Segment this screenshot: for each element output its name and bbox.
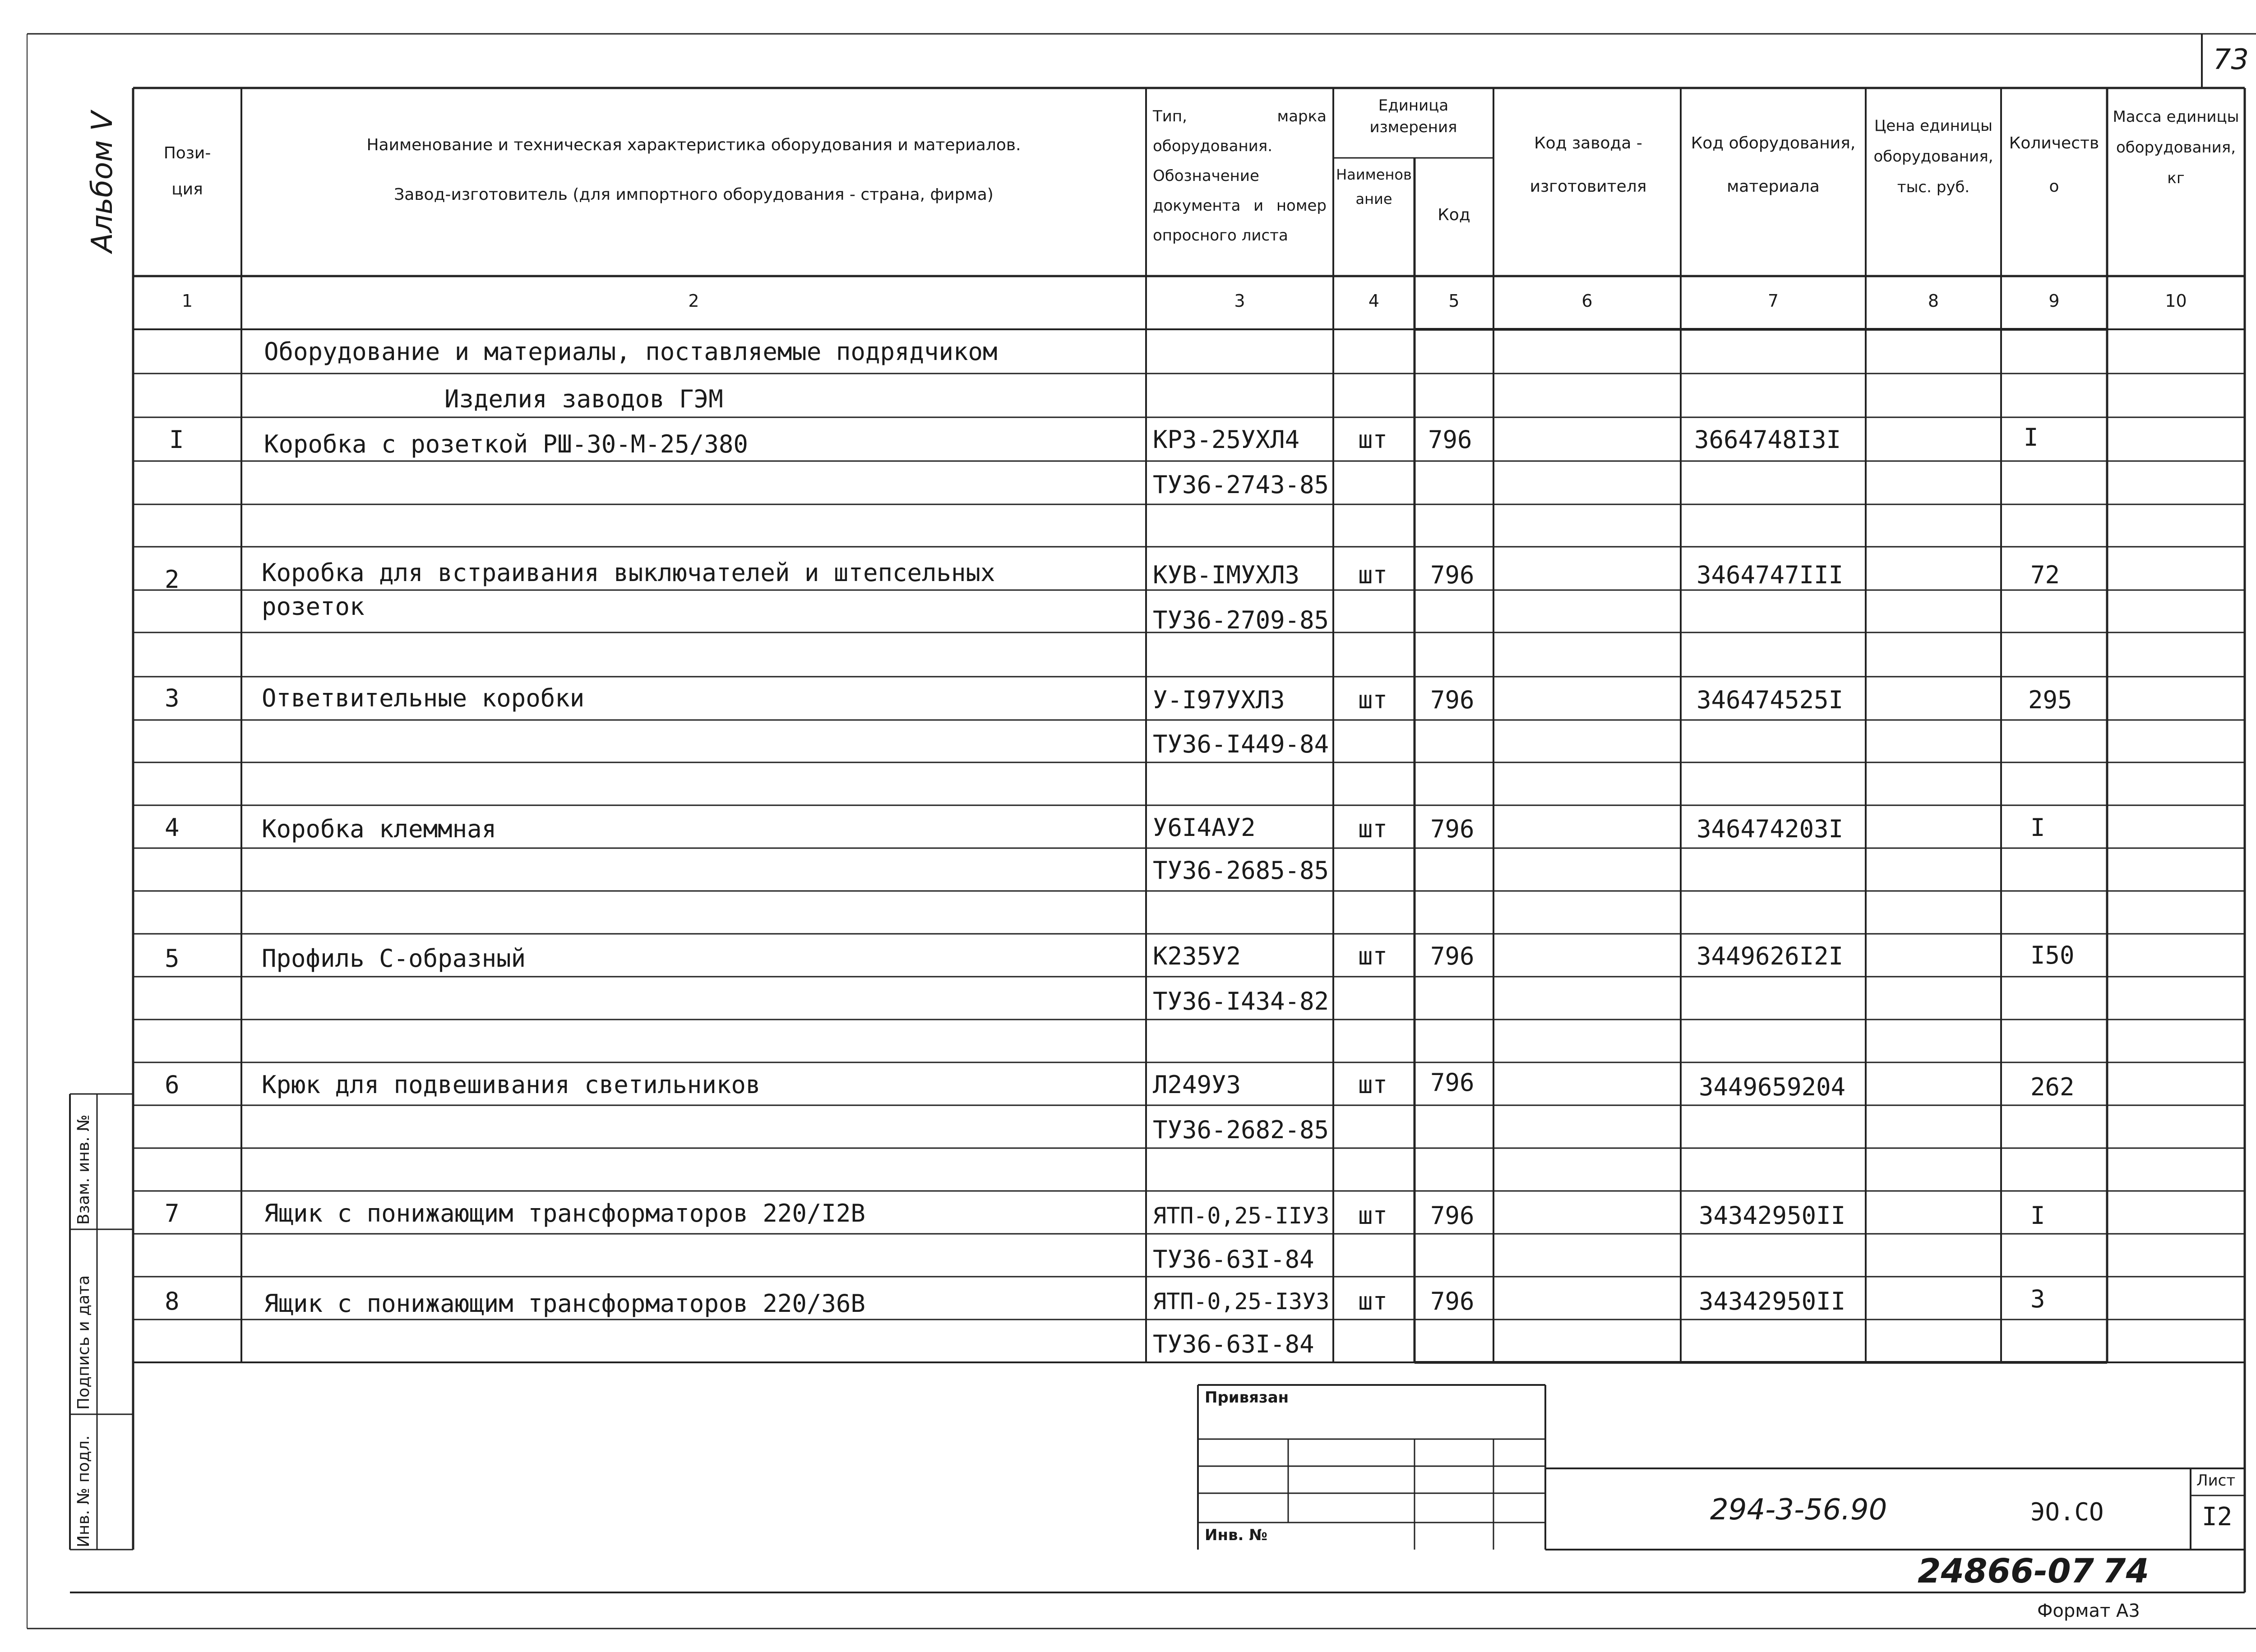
item-type: КРЗ-25УХЛ4 <box>1153 425 1300 454</box>
item-doc: ТУ36-I449-84 <box>1153 730 1329 758</box>
item-unit: шт <box>1358 425 1388 454</box>
item-position: 4 <box>165 813 180 842</box>
item-code: 3449659204 <box>1699 1073 1846 1101</box>
item-code: 34342950II <box>1699 1201 1846 1230</box>
col-number: 9 <box>2048 291 2060 311</box>
privyazan-label: Привязан <box>1205 1389 1289 1407</box>
subsection-title: Изделия заводов ГЭМ <box>444 385 723 413</box>
item-type: У-I97УХЛЗ <box>1153 686 1285 714</box>
item-unit-code: 796 <box>1428 425 1472 454</box>
side-stamp-vzam: Взам. инв. № <box>74 1114 93 1225</box>
item-qty: 72 <box>2030 561 2060 589</box>
item-name-cont: розеток <box>262 592 365 621</box>
item-unit: шт <box>1358 1201 1388 1230</box>
header-col6: Код завода - изготовителя <box>1530 134 1647 196</box>
item-name: Ответвительные коробки <box>262 684 585 712</box>
item-qty: I <box>2030 1201 2045 1230</box>
item-unit-code: 796 <box>1430 686 1475 714</box>
col-number: 7 <box>1767 291 1779 311</box>
col-number: 6 <box>1581 291 1593 311</box>
item-qty: I50 <box>2030 941 2075 969</box>
item-name: Коробка с розеткой РШ-30-М-25/380 <box>264 430 748 458</box>
header-col2-line1: Наименование и техническая характеристика оборудования и материалов. <box>366 136 1021 154</box>
item-unit-code: 796 <box>1430 1201 1475 1230</box>
item-name: Коробка клеммная <box>262 815 497 843</box>
col-number: 2 <box>688 291 699 311</box>
header-col8: Цена единицы оборудования, тыс. руб. <box>1873 117 1993 196</box>
item-unit-code: 796 <box>1430 561 1475 589</box>
item-name: Крюк для подвешивания светильников <box>262 1071 761 1099</box>
item-position: 7 <box>165 1199 180 1227</box>
item-type: КУВ-IМУХЛЗ <box>1153 561 1300 589</box>
album-label: Альбом V <box>86 111 119 253</box>
item-type: ЯТП-0,25-I3УЗ <box>1153 1288 1330 1315</box>
item-code: 346474525I <box>1697 686 1844 714</box>
item-unit: шт <box>1358 561 1388 589</box>
top-sheet-number: 73 <box>2213 43 2249 76</box>
document-code: 294-3-56.90 <box>1710 1493 1887 1527</box>
item-doc: ТУ36-2743-85 <box>1153 471 1329 499</box>
item-name: Профиль С-образный <box>262 944 526 973</box>
archive-number: 24866-07 <box>1918 1552 2094 1591</box>
header-col4: Наименование <box>1336 166 1412 208</box>
item-code: 34342950II <box>1699 1287 1846 1315</box>
item-doc: ТУ36-2709-85 <box>1153 606 1329 634</box>
section-title: Оборудование и материалы, поставляемые подрядчиком <box>264 337 998 366</box>
side-stamp-inv-podl: Инв. № подл. <box>74 1435 93 1547</box>
item-name: Ящик с понижающим трансформаторов 220/I2В <box>264 1199 865 1227</box>
item-code: 3664748I3I <box>1694 425 1841 454</box>
item-doc: ТУ36-2685-85 <box>1153 856 1329 885</box>
header-col1: Пози- ция <box>163 144 211 198</box>
col-number: 5 <box>1448 291 1460 311</box>
item-unit: шт <box>1358 686 1388 714</box>
item-qty: 3 <box>2030 1285 2045 1313</box>
header-col10: Масса единицы оборудования, кг <box>2113 108 2239 187</box>
col-number: 3 <box>1234 291 1245 311</box>
header-col7: Код оборудования, материала <box>1691 134 1856 196</box>
item-unit-code: 796 <box>1430 942 1475 970</box>
item-unit: шт <box>1358 1287 1388 1315</box>
item-unit: шт <box>1358 942 1388 970</box>
item-doc: ТУ36-I434-82 <box>1153 987 1329 1015</box>
item-qty: I <box>2030 813 2045 842</box>
item-position: 8 <box>165 1287 180 1315</box>
header-unit-group: Единица измерения <box>1369 97 1457 136</box>
archive-page: 74 <box>2103 1552 2149 1591</box>
item-position: 3 <box>165 684 180 712</box>
item-unit-code: 796 <box>1430 1287 1475 1315</box>
item-code: 3449626I2I <box>1697 942 1844 970</box>
item-code: 346474203I <box>1697 815 1844 843</box>
item-type: К235У2 <box>1153 942 1241 970</box>
item-qty: 262 <box>2030 1073 2075 1101</box>
item-doc: ТУ36-63I-84 <box>1153 1245 1314 1274</box>
item-qty: I <box>2024 423 2039 452</box>
header-col5: Код <box>1438 206 1470 224</box>
item-doc: ТУ36-2682-85 <box>1153 1116 1329 1144</box>
header-col2-line2: Завод-изготовитель (для импортного оборудования - страна, фирма) <box>394 185 994 204</box>
sheet-number: I2 <box>2202 1502 2233 1532</box>
side-stamp-podpis: Подпись и дата <box>74 1275 93 1410</box>
header-col9: Количество <box>2009 134 2099 196</box>
inv-no-label: Инв. № <box>1205 1526 1268 1544</box>
col-number: 1 <box>181 291 193 311</box>
item-name: Ящик с понижающим трансформаторов 220/36В <box>264 1289 865 1318</box>
item-type: У6I4АУ2 <box>1153 813 1256 842</box>
item-code: 3464747III <box>1697 561 1844 589</box>
item-unit-code: 796 <box>1430 1068 1475 1097</box>
header-col3: Тип, марка оборудования. Обозначение документа и номер опросного листа <box>1153 107 1327 245</box>
item-type: Л249У3 <box>1153 1071 1241 1099</box>
document-suffix: ЭО.СО <box>2030 1498 2104 1526</box>
item-position: 5 <box>165 944 180 973</box>
item-unit: шт <box>1358 815 1388 843</box>
item-doc: ТУ36-63I-84 <box>1153 1330 1314 1358</box>
sheet-label: Лист <box>2196 1472 2236 1490</box>
col-number: 4 <box>1368 291 1380 311</box>
item-position: 2 <box>165 565 180 594</box>
item-unit-code: 796 <box>1430 815 1475 843</box>
item-position: I <box>169 425 184 454</box>
item-position: 6 <box>165 1071 180 1099</box>
col-number: 8 <box>1928 291 1939 311</box>
item-name: Коробка для встраивания выключателей и штепсельных <box>262 558 995 587</box>
col-number: 10 <box>2165 291 2187 311</box>
format-label: Формат А3 <box>2037 1601 2140 1621</box>
item-qty: 295 <box>2028 686 2072 714</box>
item-type: ЯТП-0,25-IIУЗ <box>1153 1203 1330 1229</box>
item-unit: шт <box>1358 1071 1388 1099</box>
